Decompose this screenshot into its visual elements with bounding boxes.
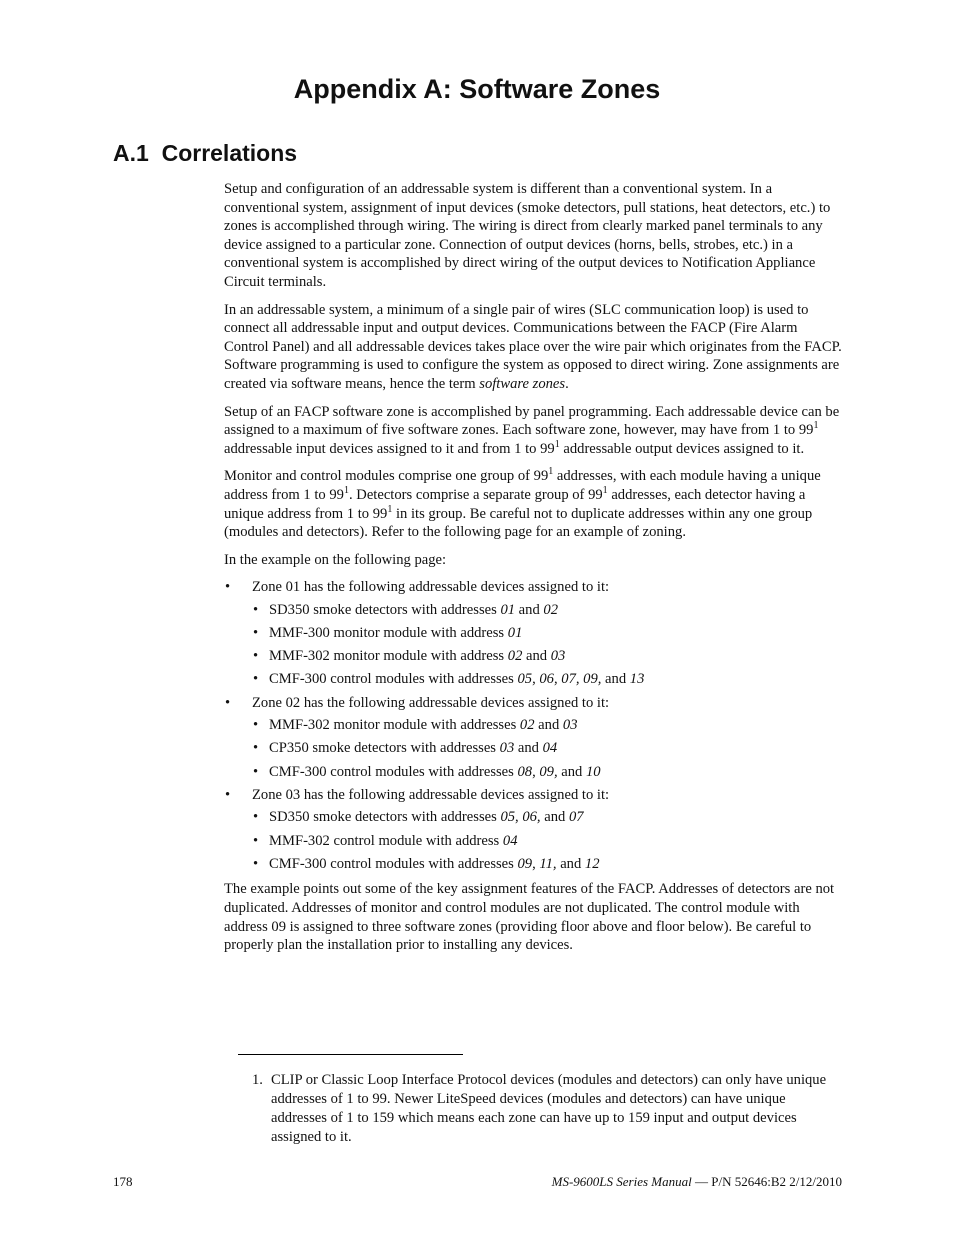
manual-title: MS-9600LS Series Manual — [551, 1174, 692, 1189]
paragraph-addressable: In an addressable system, a minimum of a single pair of wires (SLC communication loop) is used to connect all addressable input and output devices. Communications between the FACP (Fire Alarm Control Panel) and all addressable devices takes place over the wire pair which originates from the FACP. Software programming is used to configure the system as opposed to direct wiring. Zone assignments are created via software means, hence the term software zones. — [224, 301, 842, 392]
term-software-zones: software zones — [479, 375, 566, 392]
page-title: Appendix A: Software Zones — [293, 74, 661, 104]
body-text — [224, 180, 842, 964]
page-number: 178 — [113, 1174, 133, 1189]
zone-list — [224, 578, 842, 873]
footnote-ref[interactable]: 1 — [554, 438, 560, 450]
paragraph-zone-setup: Setup of an FACP software zone is accomplished by panel programming. Each addressable device can be assigned to a maximum of five software zones. Each software zone, however, may have from 1 to $99^1$ addressable input devices assigned to it and from 1 to $99^1$ addressable output devices assigned to it. — [224, 403, 840, 457]
device-item: • CP350 smoke detectors with addresses 03 and 04 — [252, 739, 842, 758]
device-list — [252, 601, 842, 689]
device-item: • SD350 smoke detectors with addresses 01 and 02 — [252, 601, 842, 620]
footnote — [252, 1071, 842, 1147]
paragraph-modules: Monitor and control modules comprise one group of $99^1$ addresses, with each module having a unique address from 1 to $99^1$. Detectors comprise a separate group of $99^1$ addresses, each detector having a unique address from 1 to $99^1$ in its group. Be careful not to duplicate addresses within any one group (modules and detectors). Refer to the following page for an example of zoning. — [224, 466, 821, 541]
footnote-ref[interactable]: 1 — [387, 503, 393, 515]
device-item: • CMF-300 control modules with addresses 08, 09, and 10 — [252, 763, 842, 782]
device-item: • CMF-300 control modules with addresses 09, 11, and 12 — [252, 855, 842, 874]
section-heading — [113, 140, 297, 167]
footer-manual-info — [552, 1174, 842, 1190]
device-item: • MMF-302 control module with address 04 — [252, 832, 842, 851]
zone-item: • Zone 03 has the following addressable devices assigned to it: • SD350 smoke detectors with addresses 05, 06, and 07 • MMF-302 control module with address 04 • CMF-300 control modules with addresses 09, 11, and 12 — [224, 786, 842, 874]
footnote-number: 1. — [252, 1072, 263, 1088]
device-item: • CMF-300 control modules with addresses 05, 06, 07, 09, and 13 — [252, 670, 842, 689]
footnote-text: CLIP or Classic Loop Interface Protocol devices (modules and detectors) can only have unique addresses of 1 to 99. Newer LiteSpeed devices (modules and detectors) can have unique addresses of 1 to 159 which means each zone can have up to 159 input and output devices assigned to it. — [271, 1072, 827, 1145]
footnote-ref[interactable]: 1 — [813, 420, 819, 432]
zone-item: • Zone 02 has the following addressable devices assigned to it: • MMF-302 monitor module with addresses 02 and 03 • CP350 smoke detectors with addresses 03 and 04 • CMF-300 control modules with addresses 08, 09, and 10 — [224, 694, 842, 782]
footnote-ref[interactable]: 1 — [548, 466, 554, 478]
paragraph-example-intro: In the example on the following page: — [224, 551, 447, 568]
manual-part-date: — P/N 52646:B2 2/12/2010 — [691, 1174, 842, 1189]
section-number: A.1 — [113, 140, 149, 166]
zone-item: • Zone 01 has the following addressable devices assigned to it: • SD350 smoke detectors with addresses 01 and 02 • MMF-300 monitor module with address 01 • MMF-302 monitor module with address 02 and 03 • CMF-300 control modules with addresses 05, 06, 07, 09, and 13 — [224, 578, 842, 689]
device-item: • MMF-302 monitor module with addresses 02 and 03 — [252, 716, 842, 735]
device-item: • MMF-300 monitor module with address 01 — [252, 624, 842, 643]
device-list — [252, 808, 842, 873]
footnote-ref[interactable]: 1 — [602, 484, 608, 496]
paragraph-conventional: Setup and configuration of an addressable system is different than a conventional system. In a conventional system, assignment of input devices (smoke detectors, pull stations, heat detectors, etc.) to zones is accomplished through wiring. The wiring is direct from clearly marked panel terminals to any device assigned to a particular zone. Connection of output devices (horns, bells, strobes, etc.) in a conventional system is accomplished by direct wiring of the output devices to Notification Appliance Circuit terminals. — [224, 181, 831, 290]
device-item: • MMF-302 monitor module with address 02 and 03 — [252, 647, 842, 666]
paragraph-summary: The example points out some of the key assignment features of the FACP. Addresses of detectors are not duplicated. Addresses of monitor and control modules are not duplicated. The control module with address 09 is assigned to three software zones (providing floor above and floor below). Be careful to properly plan the installation prior to installing any devices. — [224, 881, 835, 954]
footnote-divider — [238, 1054, 463, 1055]
device-item: • SD350 smoke detectors with addresses 05, 06, and 07 — [252, 808, 842, 827]
section-title: Correlations — [161, 140, 298, 166]
device-list — [252, 716, 842, 781]
footnote-ref[interactable]: 1 — [343, 484, 349, 496]
